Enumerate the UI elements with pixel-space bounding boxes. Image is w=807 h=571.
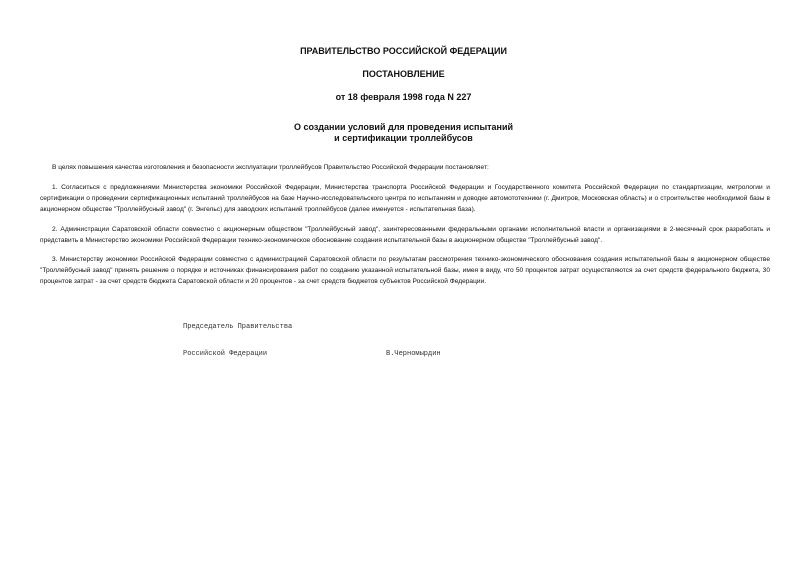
document-title-line-2: и сертификации троллейбусов <box>334 133 473 143</box>
item-1-text: 1. Согласиться с предложениями Министерства экономики Российской Федерации, Министерства транспорта Российской Федерации и Государственного комитета Российской Федерации по стандартизации, метрологии и сертификации о проведении сертификационных испытаний троллейбусов на базе Научно-исследовательского центра по испытаниям и доводке автомототехники (г. Дмитров, Московская область) и о строительстве необходимой базы в акционерном обществе "Троллейбусный завод" (г. Энгельс) для заводских испытаний троллейбусов (далее именуется - испытательная база). <box>40 184 770 214</box>
signer-name: В.Черномырдин <box>386 350 441 358</box>
item-3-paragraph <box>40 254 770 288</box>
item-1-paragraph <box>40 182 770 216</box>
item-2-paragraph <box>40 224 770 246</box>
document-title <box>0 122 807 144</box>
preamble-paragraph <box>40 162 770 173</box>
document-title-line-1: О создании условий для проведения испытаний <box>293 122 514 132</box>
date-number-heading: от 18 февраля 1998 года N 227 <box>335 92 472 102</box>
item-2-text: 2. Администрации Саратовской области совместно с акционерным обществом "Троллейбусный завод", заинтересованными федеральными органами исполнительной власти и организациями в 2-месячный срок разработать и представить в Министерство экономики Российской Федерации технико-экономическое обоснование создания испытательной базы в акционерном обществе "Троллейбусный завод". <box>40 226 770 245</box>
item-3-text: 3. Министерству экономики Российской Федерации совместно с администрацией Саратовской области по результатам рассмотрения технико-экономического обоснования создания испытательной базы в акционерном обществе "Троллейбусный завод" принять решение о порядке и источниках финансирования работ по созданию указанной испытательной базы, имея в виду, что 50 процентов затрат осуществляются за счет средств федерального бюджета, 30 процентов затрат - за счет средств бюджета Саратовской области и 20 процентов - за счет средств бюджетов субъектов Российской Федерации. <box>40 256 770 286</box>
government-heading: ПРАВИТЕЛЬСТВО РОССИЙСКОЙ ФЕДЕРАЦИИ <box>300 46 507 56</box>
document-type-heading: ПОСТАНОВЛЕНИЕ <box>362 69 445 79</box>
signature-row-2 <box>183 350 441 359</box>
signature-block <box>183 305 441 377</box>
signature-position-line-2: Российской Федерации <box>183 350 268 358</box>
preamble-text: В целях повышения качества изготовления и безопасности эксплуатации троллейбусов Правительство Российской Федерации постановляет: <box>52 164 489 171</box>
signature-position-line-1: Председатель Правительства <box>183 323 293 331</box>
